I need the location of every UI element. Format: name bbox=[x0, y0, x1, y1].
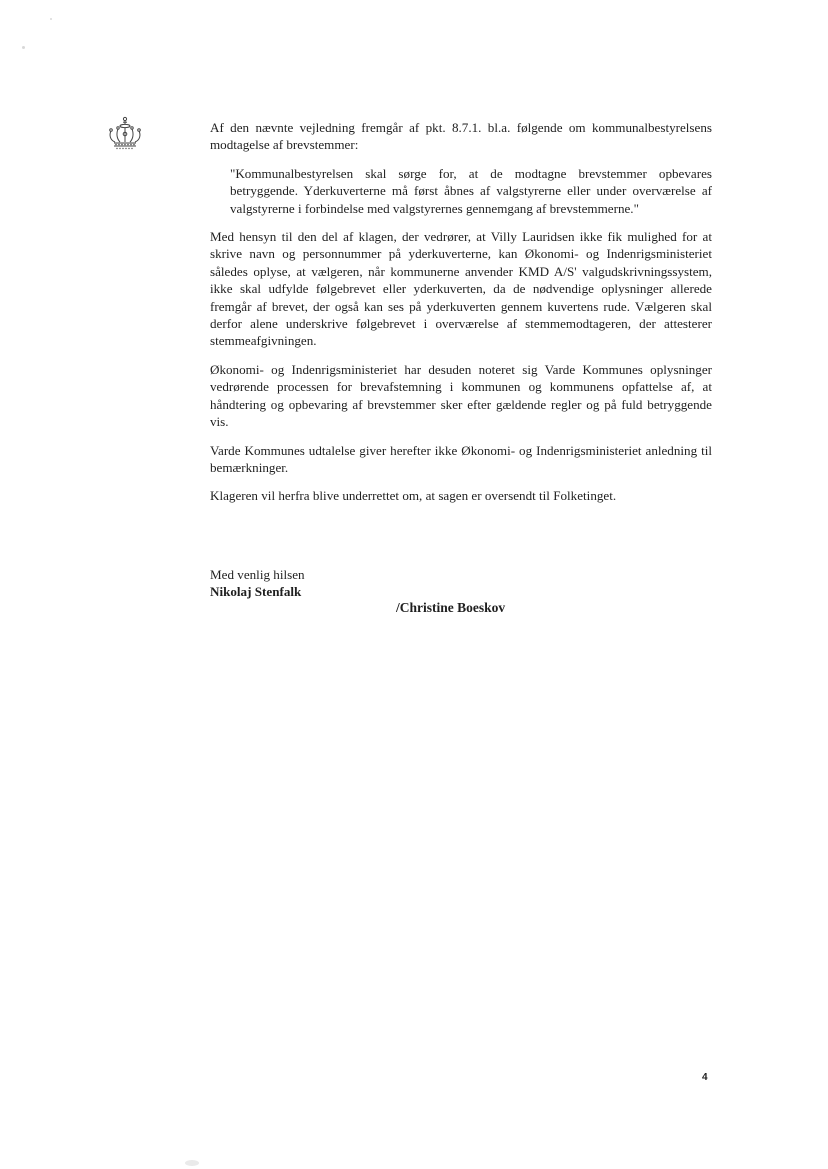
page-number: 4 bbox=[702, 1072, 708, 1083]
letter-body bbox=[210, 119, 712, 516]
scan-speck bbox=[50, 18, 52, 20]
paragraph-guidance-reference: Af den nævnte vejledning fremgår af pkt. 8.7.1. bl.a. følgende om kommunalbestyrelsens modtagelse af brevstemmer: bbox=[210, 120, 712, 153]
closing-block bbox=[210, 566, 305, 601]
crown-logo-icon bbox=[106, 116, 144, 152]
paragraph-complainant-notice: Klageren vil herfra blive underrettet om, at sagen er oversendt til Folketinget. bbox=[210, 488, 617, 504]
scan-speck bbox=[22, 46, 25, 49]
sender-name: Nikolaj Stenfalk bbox=[210, 584, 302, 600]
paragraph-no-remarks: Varde Kommunes udtalelse giver herefter ikke Økonomi- og Indenrigsministeriet anledning til bemærkninger. bbox=[210, 442, 712, 475]
paragraph-municipality-info: Økonomi- og Indenrigsministeriet har desuden noteret sig Varde Kommunes oplysninger vedrørende processen for brevafstemning i kommunen og kommunens opfattelse af, at håndtering og opbevaring af brevstemmer sker efter gældende regler og på fuld betryggende vis. bbox=[210, 361, 712, 430]
quoted-guidance: "Kommunalbestyrelsen skal sørge for, at de modtagne brevstemmer opbevares betryggende. Yderkuverterne må først åbnes af valgstyrerne eller under overværelse af valgstyrerne i forbindelse med valgstyrernes gennemgang af brevstemmerne." bbox=[230, 165, 712, 216]
scan-speck bbox=[185, 1160, 199, 1166]
closing-greeting: Med venlig hilsen bbox=[210, 567, 305, 582]
co-signature: /Christine Boeskov bbox=[396, 600, 506, 615]
paragraph-envelope-response: Med hensyn til den del af klagen, der vedrører, at Villy Lauridsen ikke fik mulighed for at skrive navn og personnummer på yderkuverterne, kan Økonomi- og Indenrigsministeriet således oplyse, at vælgeren, når kommunerne anvender KMD A/S' valgudskrivningssystem, ikke skal udfylde følgebrevet eller yderkuverten, da de nødvendige oplysninger allerede fremgår af brevet, der også kan ses på yderkuverten gennem kuvertens rude. Vælgeren skal derfor alene underskrive følgebrevet i overværelse af stemmemodtageren, der attesterer stemmeafgivningen. bbox=[210, 229, 712, 349]
